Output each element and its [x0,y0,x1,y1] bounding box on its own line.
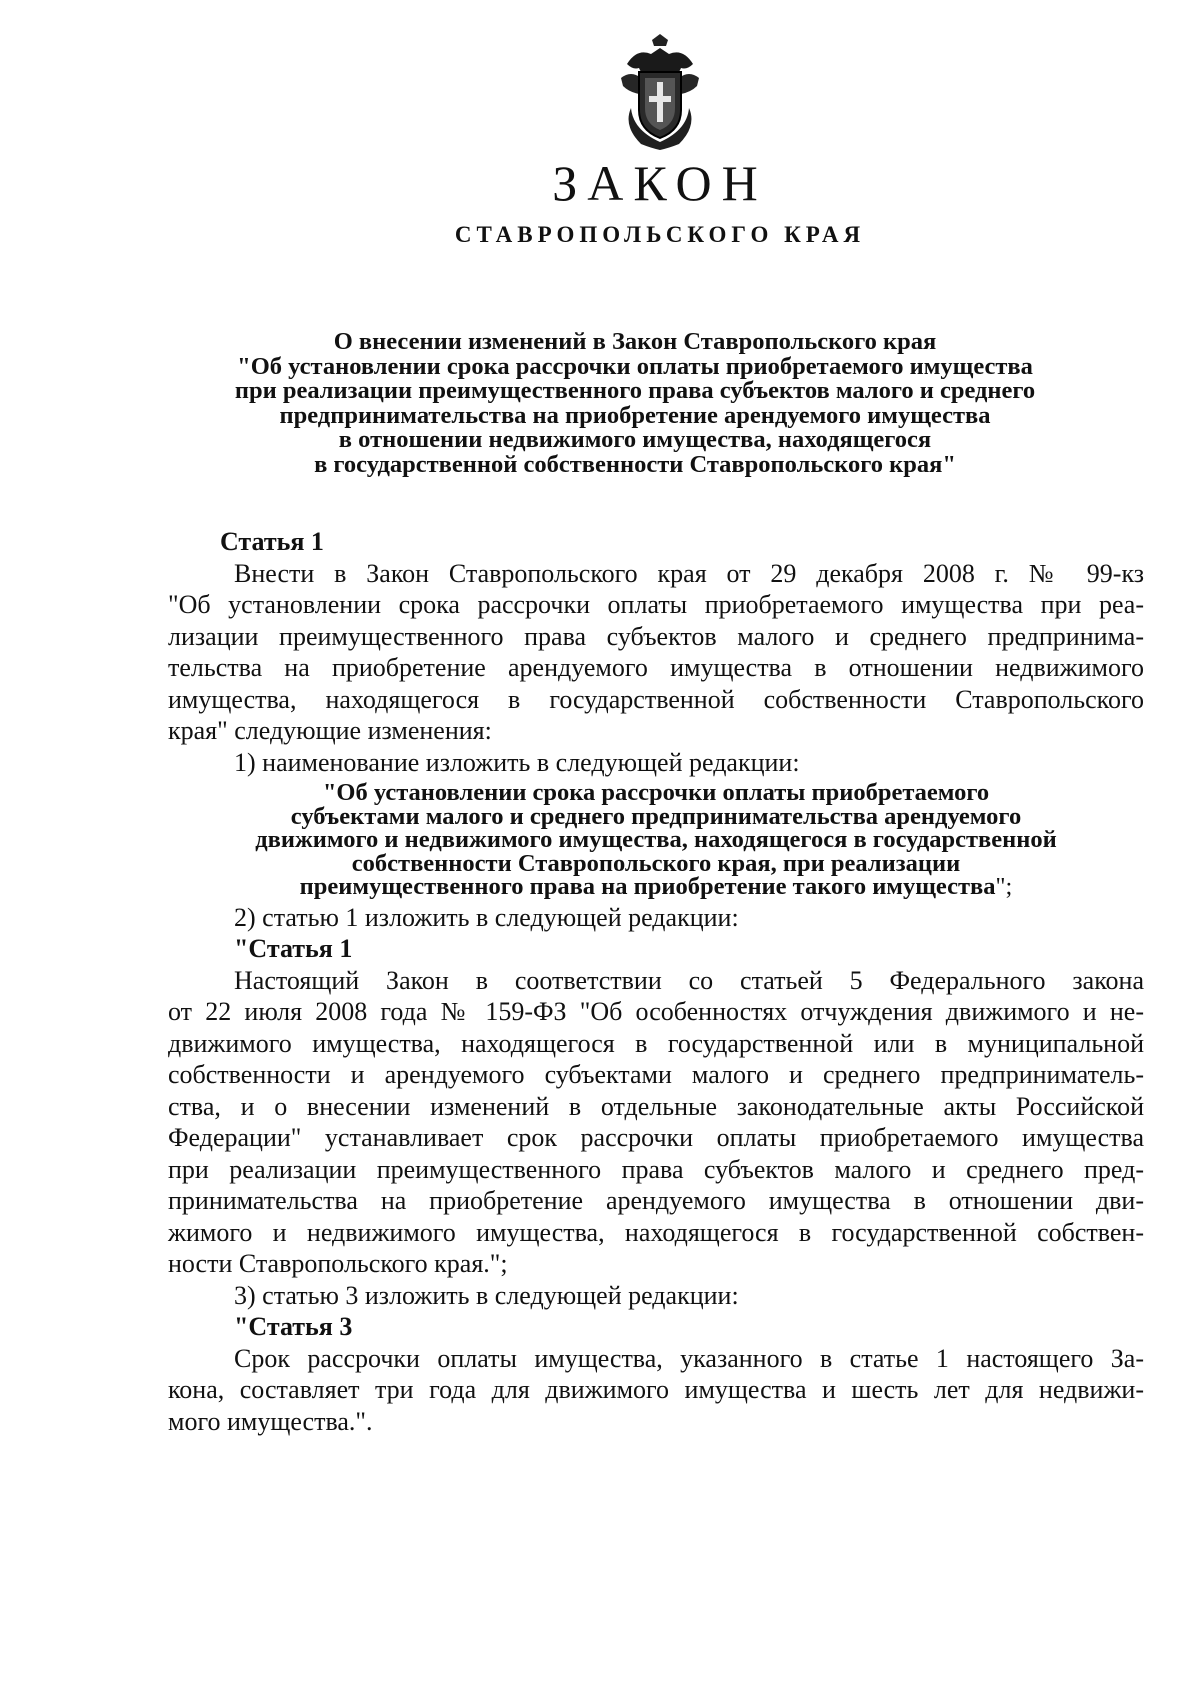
paragraph-line: Настоящий Закон в соответствии со статьей 5 Федерального закона [234,965,1144,995]
paragraph-line: Федерации" устанавливает срок рассрочки оплаты приобретаемого имущества [168,1123,1144,1152]
paragraph-line: мого имущества.". [168,1406,373,1436]
paragraph-line: ства, и о внесении изменений в отдельные законодательные акты Российской [168,1091,1144,1121]
paragraph-line: "Об установлении срока рассрочки оплаты приобретаемого имущества при реа- [168,590,1144,619]
law-heading [150,330,1120,477]
paragraph-line: кона, составляет три года для движимого имущества и шесть лет для недвижи- [168,1375,1144,1404]
paragraph-line: собственности и арендуемого субъектами малого и среднего предприниматель- [168,1060,1144,1089]
list-item: 1) наименование изложить в следующей редакции: [234,747,800,777]
paragraph-line: жимого и недвижимого имущества, находящегося в государственной собствен- [168,1217,1144,1247]
paragraph-line: от 22 июля 2008 года № 159-ФЗ "Об особенностях отчуждения движимого и не- [168,997,1144,1026]
paragraph-line: тельства на приобретение арендуемого имущества в отношении недвижимого [168,653,1144,682]
heading-line: предпринимательства на приобретение арендуемого имущества [279,401,991,429]
heading-line: "Об установлении срока рассрочки оплаты приобретаемого имущества [237,352,1033,380]
quoted-article-title: "Статья 3 [234,1312,353,1341]
paragraph-line: принимательства на приобретение арендуемого имущества в отношении дви- [168,1186,1144,1215]
new-name-line: движимого и недвижимого имущества, находящегося в государственной [255,826,1057,853]
new-name-line: "Об установлении срока рассрочки оплаты приобретаемого [322,779,990,806]
coat-of-arms-icon [617,34,703,154]
article-title: Статья 1 [220,527,324,556]
heading-line: в отношении недвижимого имущества, находящегося [338,426,932,453]
heading-line: в государственной собственности Ставропольского края" [314,450,956,478]
list-item: 2) статью 1 изложить в следующей редакции: [234,902,739,932]
new-name-tail: "; [995,873,1013,900]
document-subtitle: СТАВРОПОЛЬСКОГО КРАЯ [454,222,866,247]
heading-line: О внесении изменений в Закон Ставропольского края [333,328,937,355]
paragraph-line: Внести в Закон Ставропольского края от 29 декабря 2008 г. № 99-кз [234,558,1144,588]
paragraph-line: имущества, находящегося в государственной собственности Ставропольского [168,684,1144,714]
paragraph-line: при реализации преимущественного права субъектов малого и среднего пред- [168,1154,1144,1184]
new-name-line: преимущественного права на приобретение такого имущества"; [299,873,1013,900]
paragraph-line: края" следующие изменения: [168,716,492,745]
new-name-line: собственности Ставропольского края, при реализации [351,849,961,877]
paragraph-line: ности Ставропольского края."; [168,1249,508,1278]
document-title: ЗАКОН [552,155,768,211]
heading-line: при реализации преимущественного права субъектов малого и среднего [234,377,1036,404]
list-item: 3) статью 3 изложить в следующей редакции: [234,1280,739,1310]
paragraph-line: Срок рассрочки оплаты имущества, указанного в статье 1 настоящего За- [234,1343,1144,1373]
paragraph-line: движимого имущества, находящегося в государственной или в муниципальной [168,1028,1144,1058]
paragraph-line: лизации преимущественного права субъектов малого и среднего предпринима- [168,621,1144,651]
new-name-line: субъектами малого и среднего предпринимательства арендуемого [290,802,1022,830]
quoted-article-title: "Статья 1 [234,934,353,963]
law-body [168,527,1144,1437]
new-law-name [168,778,1144,902]
